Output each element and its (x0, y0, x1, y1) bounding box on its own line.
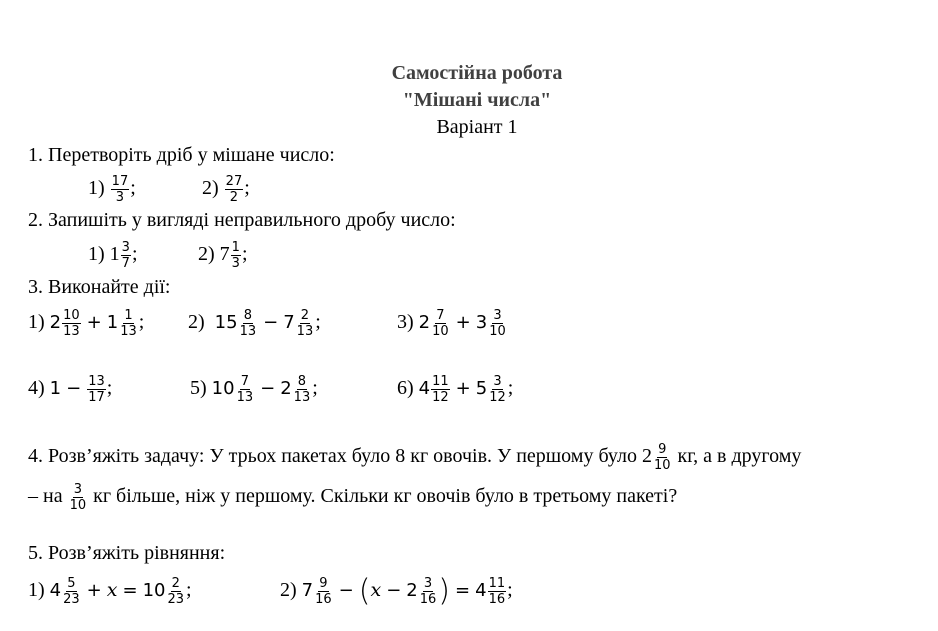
task3-item-3: 3) 2 $\frac{7}{10}$ + 3 $\frac{3}{10}$ (397, 308, 506, 339)
task5-equation-2: 2) 7 $\frac{9}{16}$ − (x − 2 $\frac{3}{16}$ ) = 4 $\frac{11}{16}$ ; (280, 573, 513, 609)
task3-heading: 3. Виконайте дії: (28, 276, 171, 298)
fraction: $\frac{3}{7}$ (121, 240, 130, 271)
task3-item-6: 6) 4 $\frac{11}{12}$ + 5 $\frac{3}{12}$ ; (397, 374, 514, 405)
document-title: Самостійна робота (391, 62, 563, 84)
task2-item-2: 2) 7 $\frac{1}{3}$ ; (198, 240, 248, 271)
task2-heading: 2. Запишіть у вигляді неправильного дробу число: (28, 209, 456, 231)
fraction: $\frac{17}{3}$ (111, 174, 129, 205)
task3-item-5: 5) 10 $\frac{7}{13}$ − 2 $\frac{8}{13}$ ; (190, 374, 318, 405)
task4-line-1: 4. Розв’яжіть задачу: У трьох пакетах було 8 кг овочів. У першому було 2 $\frac{9}{10}$ кг, а в другому (28, 442, 802, 473)
task5-equation-1: 1) 4 $\frac{5}{23}$ + x = 10 $\frac{2}{23}$ ; (28, 576, 192, 607)
fraction: $\frac{9}{10}$ (653, 442, 671, 473)
document-subtitle: "Мішані числа" (402, 89, 552, 111)
task1-item-1: 1) $\frac{17}{3}$ ; (88, 174, 136, 205)
task5-heading: 5. Розв’яжіть рівняння: (28, 542, 226, 564)
task1-heading: 1. Перетворіть дріб у мішане число: (28, 144, 335, 166)
variant-label: Варіант 1 (436, 116, 518, 138)
task4-line-2: – на $\frac{3}{10}$ кг більше, ніж у першому. Скільки кг овочів було в третьому пакеті? (28, 482, 678, 513)
fraction: $\frac{3}{10}$ (69, 482, 87, 513)
fraction: $\frac{27}{2}$ (225, 174, 243, 205)
fraction: $\frac{1}{3}$ (231, 240, 240, 271)
task3-item-2: 2) 15 $\frac{8}{13}$ − 7 $\frac{2}{13}$ ; (188, 308, 321, 339)
task3-item-1: 1) 2 $\frac{10}{13}$ + 1 $\frac{1}{13}$ ; (28, 308, 145, 339)
task2-item-1: 1) 1 $\frac{3}{7}$ ; (88, 240, 138, 271)
task3-item-4: 4) 1 − $\frac{13}{17}$ ; (28, 374, 113, 405)
task1-item-2: 2) $\frac{27}{2}$ ; (202, 174, 250, 205)
